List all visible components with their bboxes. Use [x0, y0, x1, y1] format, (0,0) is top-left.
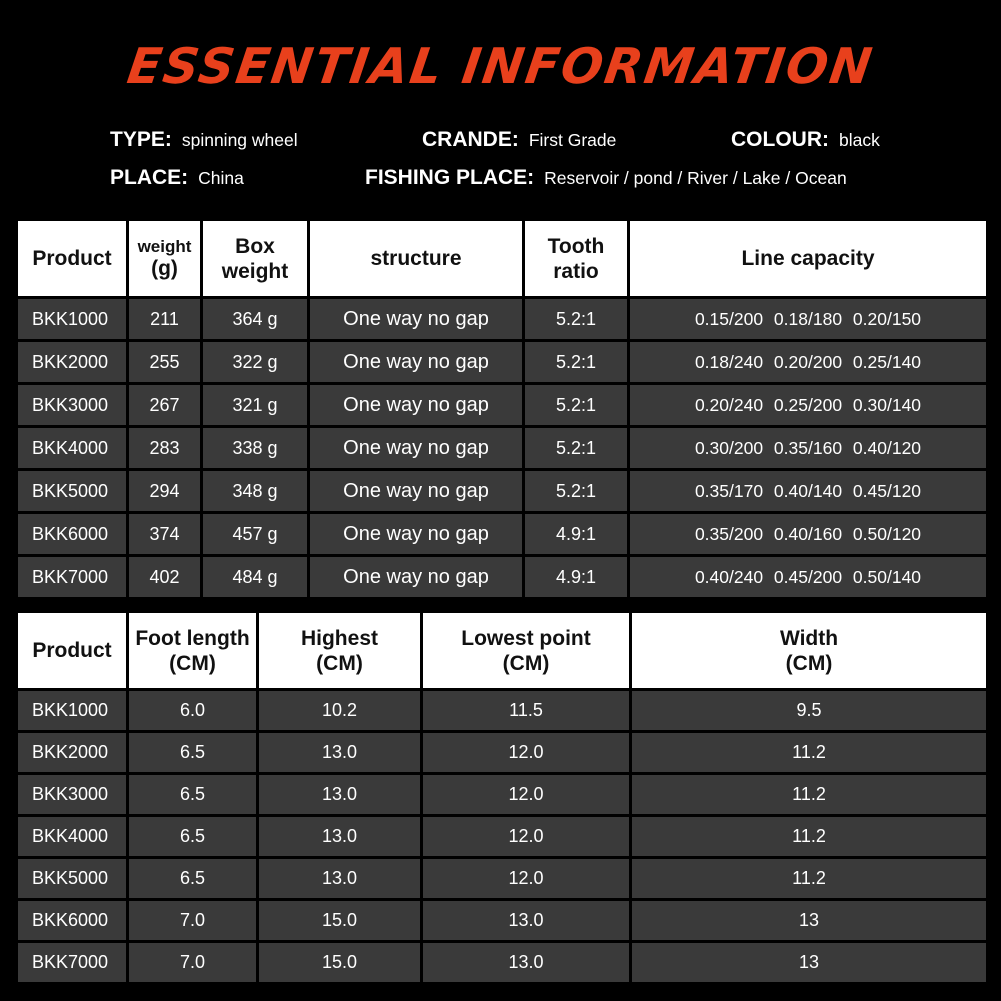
table-row	[17, 384, 988, 427]
header-foot-line2: (CM)	[169, 651, 216, 675]
header-line-capacity: Line capacity	[629, 220, 988, 298]
cell-width: 11.2	[631, 774, 988, 816]
header-tooth-ratio	[524, 220, 629, 298]
header-width-line2: (CM)	[785, 651, 833, 675]
cell-ratio: 4.9:1	[524, 513, 629, 556]
header-lowest-point	[422, 612, 631, 690]
table-row	[17, 774, 988, 816]
cell-capacity: 0.35/200 0.40/160 0.50/120	[629, 513, 988, 556]
cell-highest: 13.0	[258, 858, 422, 900]
cell-foot: 6.5	[128, 732, 258, 774]
cell-structure: One way no gap	[309, 384, 524, 427]
cell-width: 9.5	[631, 690, 988, 732]
cell-lowest: 12.0	[422, 732, 631, 774]
header-box-weight-line2: weight	[221, 259, 289, 283]
info-grade	[422, 128, 616, 152]
cell-width: 11.2	[631, 732, 988, 774]
header-lowest-line2: (CM)	[502, 651, 550, 675]
header-highest-line1: Highest	[300, 626, 378, 650]
header-width-line1: Width	[779, 626, 839, 650]
cell-foot: 6.5	[128, 774, 258, 816]
cell-width: 13	[631, 942, 988, 984]
cell-foot: 6.0	[128, 690, 258, 732]
cell-product: BKK1000	[17, 690, 128, 732]
place-label: PLACE:	[110, 166, 189, 189]
cell-lowest: 12.0	[422, 774, 631, 816]
cell-box: 321 g	[202, 384, 309, 427]
cell-product: BKK3000	[17, 774, 128, 816]
page-title: ESSENTIAL INFORMATION	[123, 38, 878, 95]
cell-product: BKK5000	[17, 858, 128, 900]
specs-table	[15, 218, 989, 600]
header-structure: structure	[309, 220, 524, 298]
cell-weight: 402	[128, 556, 202, 599]
table-row	[17, 556, 988, 599]
cell-highest: 13.0	[258, 732, 422, 774]
cell-box: 338 g	[202, 427, 309, 470]
cell-structure: One way no gap	[309, 298, 524, 341]
cell-structure: One way no gap	[309, 427, 524, 470]
cell-product: BKK4000	[17, 427, 128, 470]
cell-box: 484 g	[202, 556, 309, 599]
info-place	[110, 166, 244, 190]
header-weight-unit: (g)	[151, 257, 178, 280]
cell-weight: 267	[128, 384, 202, 427]
header-tooth-line1: Tooth	[547, 234, 605, 258]
cell-weight: 211	[128, 298, 202, 341]
cell-product: BKK2000	[17, 341, 128, 384]
header-box-weight-line1: Box	[235, 234, 275, 258]
cell-foot: 7.0	[128, 942, 258, 984]
cell-lowest: 13.0	[422, 900, 631, 942]
cell-ratio: 5.2:1	[524, 341, 629, 384]
fishing-place-label: FISHING PLACE:	[365, 166, 535, 189]
table-row	[17, 942, 988, 984]
cell-box: 322 g	[202, 341, 309, 384]
cell-product: BKK7000	[17, 942, 128, 984]
cell-lowest: 12.0	[422, 858, 631, 900]
cell-weight: 374	[128, 513, 202, 556]
cell-box: 364 g	[202, 298, 309, 341]
colour-label: COLOUR:	[731, 128, 829, 151]
cell-weight: 294	[128, 470, 202, 513]
header-foot-line1: Foot length	[135, 626, 250, 650]
cell-lowest: 11.5	[422, 690, 631, 732]
table-row	[17, 341, 988, 384]
cell-foot: 6.5	[128, 858, 258, 900]
cell-capacity: 0.30/200 0.35/160 0.40/120	[629, 427, 988, 470]
cell-capacity: 0.35/170 0.40/140 0.45/120	[629, 470, 988, 513]
cell-product: BKK2000	[17, 732, 128, 774]
cell-structure: One way no gap	[309, 341, 524, 384]
header-width	[631, 612, 988, 690]
cell-width: 11.2	[631, 816, 988, 858]
cell-product: BKK6000	[17, 513, 128, 556]
cell-lowest: 12.0	[422, 816, 631, 858]
cell-weight: 283	[128, 427, 202, 470]
cell-ratio: 5.2:1	[524, 298, 629, 341]
cell-capacity: 0.20/240 0.25/200 0.30/140	[629, 384, 988, 427]
info-type	[110, 128, 298, 152]
cell-ratio: 4.9:1	[524, 556, 629, 599]
cell-ratio: 5.2:1	[524, 427, 629, 470]
header-product: Product	[17, 220, 128, 298]
table-row	[17, 427, 988, 470]
cell-product: BKK4000	[17, 816, 128, 858]
cell-product: BKK6000	[17, 900, 128, 942]
cell-ratio: 5.2:1	[524, 470, 629, 513]
cell-structure: One way no gap	[309, 470, 524, 513]
cell-capacity: 0.15/200 0.18/180 0.20/150	[629, 298, 988, 341]
table-row	[17, 900, 988, 942]
table-row	[17, 690, 988, 732]
dimensions-table	[15, 610, 989, 985]
info-fishing-place	[365, 166, 847, 190]
cell-product: BKK5000	[17, 470, 128, 513]
header-highest-line2: (CM)	[316, 651, 363, 675]
cell-foot: 6.5	[128, 816, 258, 858]
cell-structure: One way no gap	[309, 513, 524, 556]
table-row	[17, 470, 988, 513]
cell-box: 457 g	[202, 513, 309, 556]
table-row	[17, 298, 988, 341]
place-value: China	[198, 168, 244, 188]
type-label: TYPE:	[110, 128, 172, 151]
header-highest	[258, 612, 422, 690]
cell-highest: 13.0	[258, 816, 422, 858]
dimensions-header-row	[17, 612, 988, 690]
cell-product: BKK3000	[17, 384, 128, 427]
cell-structure: One way no gap	[309, 556, 524, 599]
table-row	[17, 513, 988, 556]
header-weight	[128, 220, 202, 298]
header-product: Product	[17, 612, 128, 690]
cell-capacity: 0.18/240 0.20/200 0.25/140	[629, 341, 988, 384]
cell-highest: 10.2	[258, 690, 422, 732]
type-value: spinning wheel	[181, 130, 298, 150]
cell-highest: 13.0	[258, 774, 422, 816]
grade-label: CRANDE:	[422, 128, 519, 151]
cell-box: 348 g	[202, 470, 309, 513]
cell-lowest: 13.0	[422, 942, 631, 984]
colour-value: black	[839, 130, 880, 150]
cell-product: BKK7000	[17, 556, 128, 599]
info-colour	[731, 128, 880, 152]
header-tooth-line2: ratio	[553, 259, 599, 283]
table-row	[17, 858, 988, 900]
cell-width: 13	[631, 900, 988, 942]
fishing-place-value: Reservoir / pond / River / Lake / Ocean	[544, 168, 847, 188]
header-box-weight	[202, 220, 309, 298]
table-row	[17, 732, 988, 774]
cell-capacity: 0.40/240 0.45/200 0.50/140	[629, 556, 988, 599]
header-foot-length	[128, 612, 258, 690]
header-lowest-line1: Lowest point	[461, 626, 591, 650]
table-row	[17, 816, 988, 858]
cell-width: 11.2	[631, 858, 988, 900]
grade-value: First Grade	[528, 130, 617, 150]
cell-highest: 15.0	[258, 942, 422, 984]
cell-foot: 7.0	[128, 900, 258, 942]
cell-ratio: 5.2:1	[524, 384, 629, 427]
cell-highest: 15.0	[258, 900, 422, 942]
cell-product: BKK1000	[17, 298, 128, 341]
header-weight-label: weight	[137, 237, 192, 256]
cell-weight: 255	[128, 341, 202, 384]
specs-header-row	[17, 220, 988, 298]
